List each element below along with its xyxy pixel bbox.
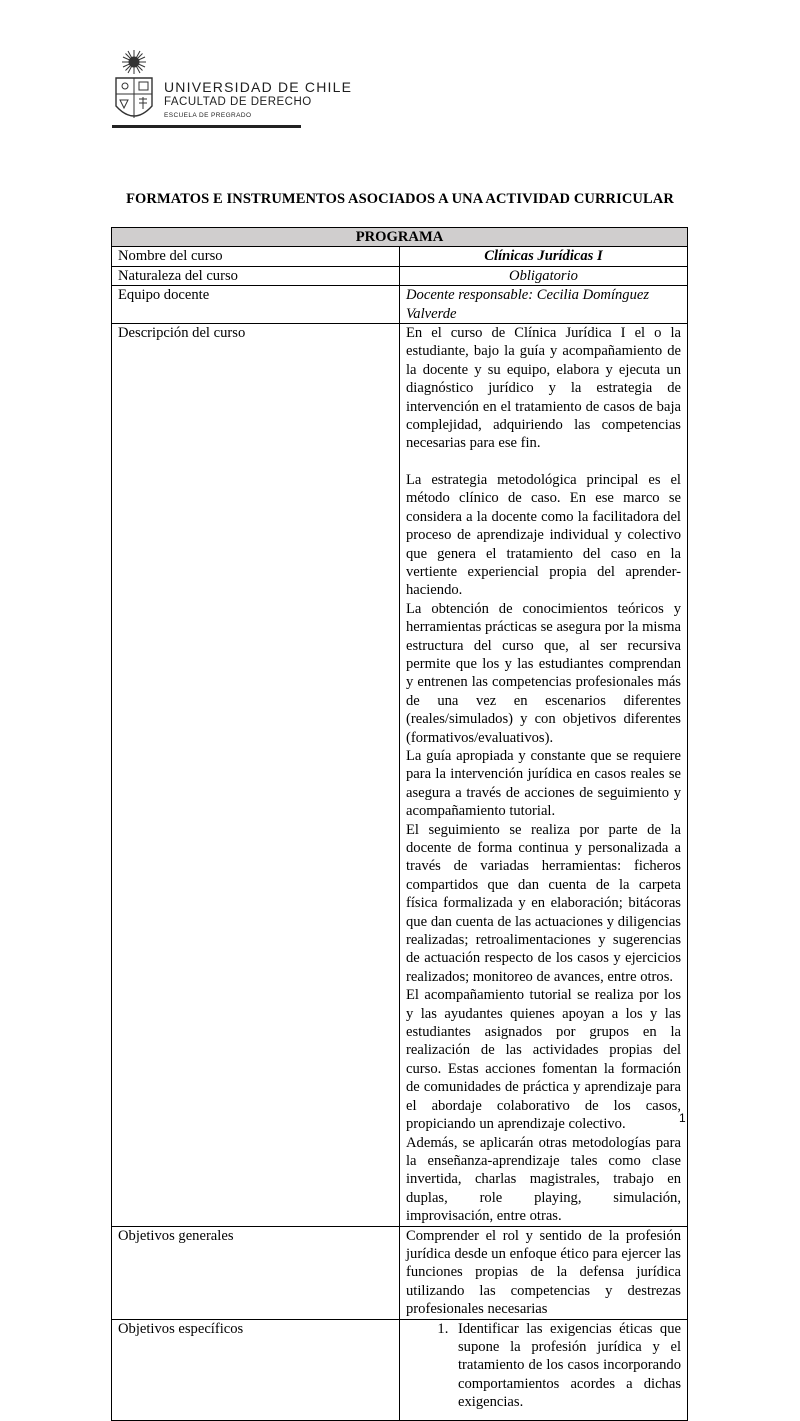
description-paragraph: En el curso de Clínica Jurídica I el o la estudiante, bajo la guía y acompañamiento de la docente y su equipo, elabora y ejecuta un diagnóstico jurídico y la estrategia de intervención en el tratamiento de casos de baja complejidad, adquiriendo las competencias necesarias para ese fin. [406,325,681,452]
row-label: Objetivos específicos [112,1319,400,1420]
general-objectives-value: Comprender el rol y sentido de la profesión jurídica desde un enfoque ético para ejercer las funciones propias de la defensa jurídica utilizando las competencias y destrezas profesionales necesarias [400,1226,688,1319]
table-row [112,266,688,285]
table-row [112,1319,688,1420]
document-title: FORMATOS E INSTRUMENTOS ASOCIADOS A UNA ACTIVIDAD CURRICULAR [126,191,674,207]
course-nature-value: Obligatorio [400,266,688,285]
university-name: UNIVERSIDAD DE CHILE [164,79,353,95]
description-paragraph: Además, se aplicarán otras metodologías para la enseñanza-aprendizaje tales como clase invertida, charlas magistrales, trabajo en duplas, role playing, simulación, improvisación, entre otras. [406,1134,681,1225]
table-row [112,247,688,266]
course-description-value [400,324,688,1227]
row-label: Equipo docente [112,286,400,324]
header-divider [112,125,301,128]
table-header-row [112,228,688,247]
row-label: Descripción del curso [112,324,400,1227]
table-row [112,286,688,324]
row-label: Naturaleza del curso [112,266,400,285]
description-paragraph: La guía apropiada y constante que se requiere para la intervención jurídica en casos reales se asegura a través de acciones de seguimiento y acompañamiento tutorial. [406,747,681,820]
list-item: 1. Identificar las exigencias éticas que supone la profesión jurídica y el tratamiento de los casos incorporando comportamientos acordes a dichas exigencias. [452,1320,681,1412]
school-name: ESCUELA DE PREGRADO [164,112,252,119]
faculty-name: FACULTAD DE DERECHO [164,96,312,108]
program-table [111,227,688,1421]
description-paragraph: La estrategia metodológica principal es el método clínico de caso. En ese marco se considera a la docente como la facilitadora del proceso de aprendizaje individual y colectivo que genera el tratamiento del caso en la vertiente experiencial propia del aprender-haciendo. [406,471,681,599]
description-paragraph: El acompañamiento tutorial se realiza por los y las ayudantes quienes apoyan a los y las estudiantes asignados por grupos en la realización de las actividades propias del curso. Estas acciones fomentan la formación de comunidades de práctica y aprendizaje para el abordaje colaborativo de los casos, propiciando un aprendizaje colectivo. [406,987,681,1133]
description-paragraph: La obtención de conocimientos teóricos y herramientas prácticas se asegura por la misma estructura del curso que, al ser recursiva permite que los y las estudiantes comprendan y entrenen las competencias profesionales más de una vez en escenarios diferentes (reales/simulados) y con objetivos diferentes (formativos/evaluativos). [406,600,681,746]
letterhead [112,48,353,132]
row-label: Objetivos generales [112,1226,400,1319]
table-row [112,324,688,1227]
page-number: 1 [679,1111,686,1125]
description-paragraph: El seguimiento se realiza por parte de la docente de forma continua y personalizada a través de variadas herramientas: ficheros compartidos que dan cuenta de la carpeta física formalizada y en elaboración; bitácoras que dan cuenta de las actuaciones y diligencias realizadas; retroalimentaciones y sugerencias de actuación respecto de los casos y ejercicios realizados; monitoreo de avances, entre otros. [406,821,681,985]
teaching-team-value: Docente responsable: Cecilia Domínguez Valverde [400,286,688,324]
table-row [112,1226,688,1319]
row-label: Nombre del curso [112,247,400,266]
course-name-value: Clínicas Jurídicas I [400,247,688,266]
specific-objectives-list [406,1320,681,1412]
table-heading: PROGRAMA [112,228,688,247]
university-seal-icon [112,48,156,128]
specific-objectives-value [400,1319,688,1420]
